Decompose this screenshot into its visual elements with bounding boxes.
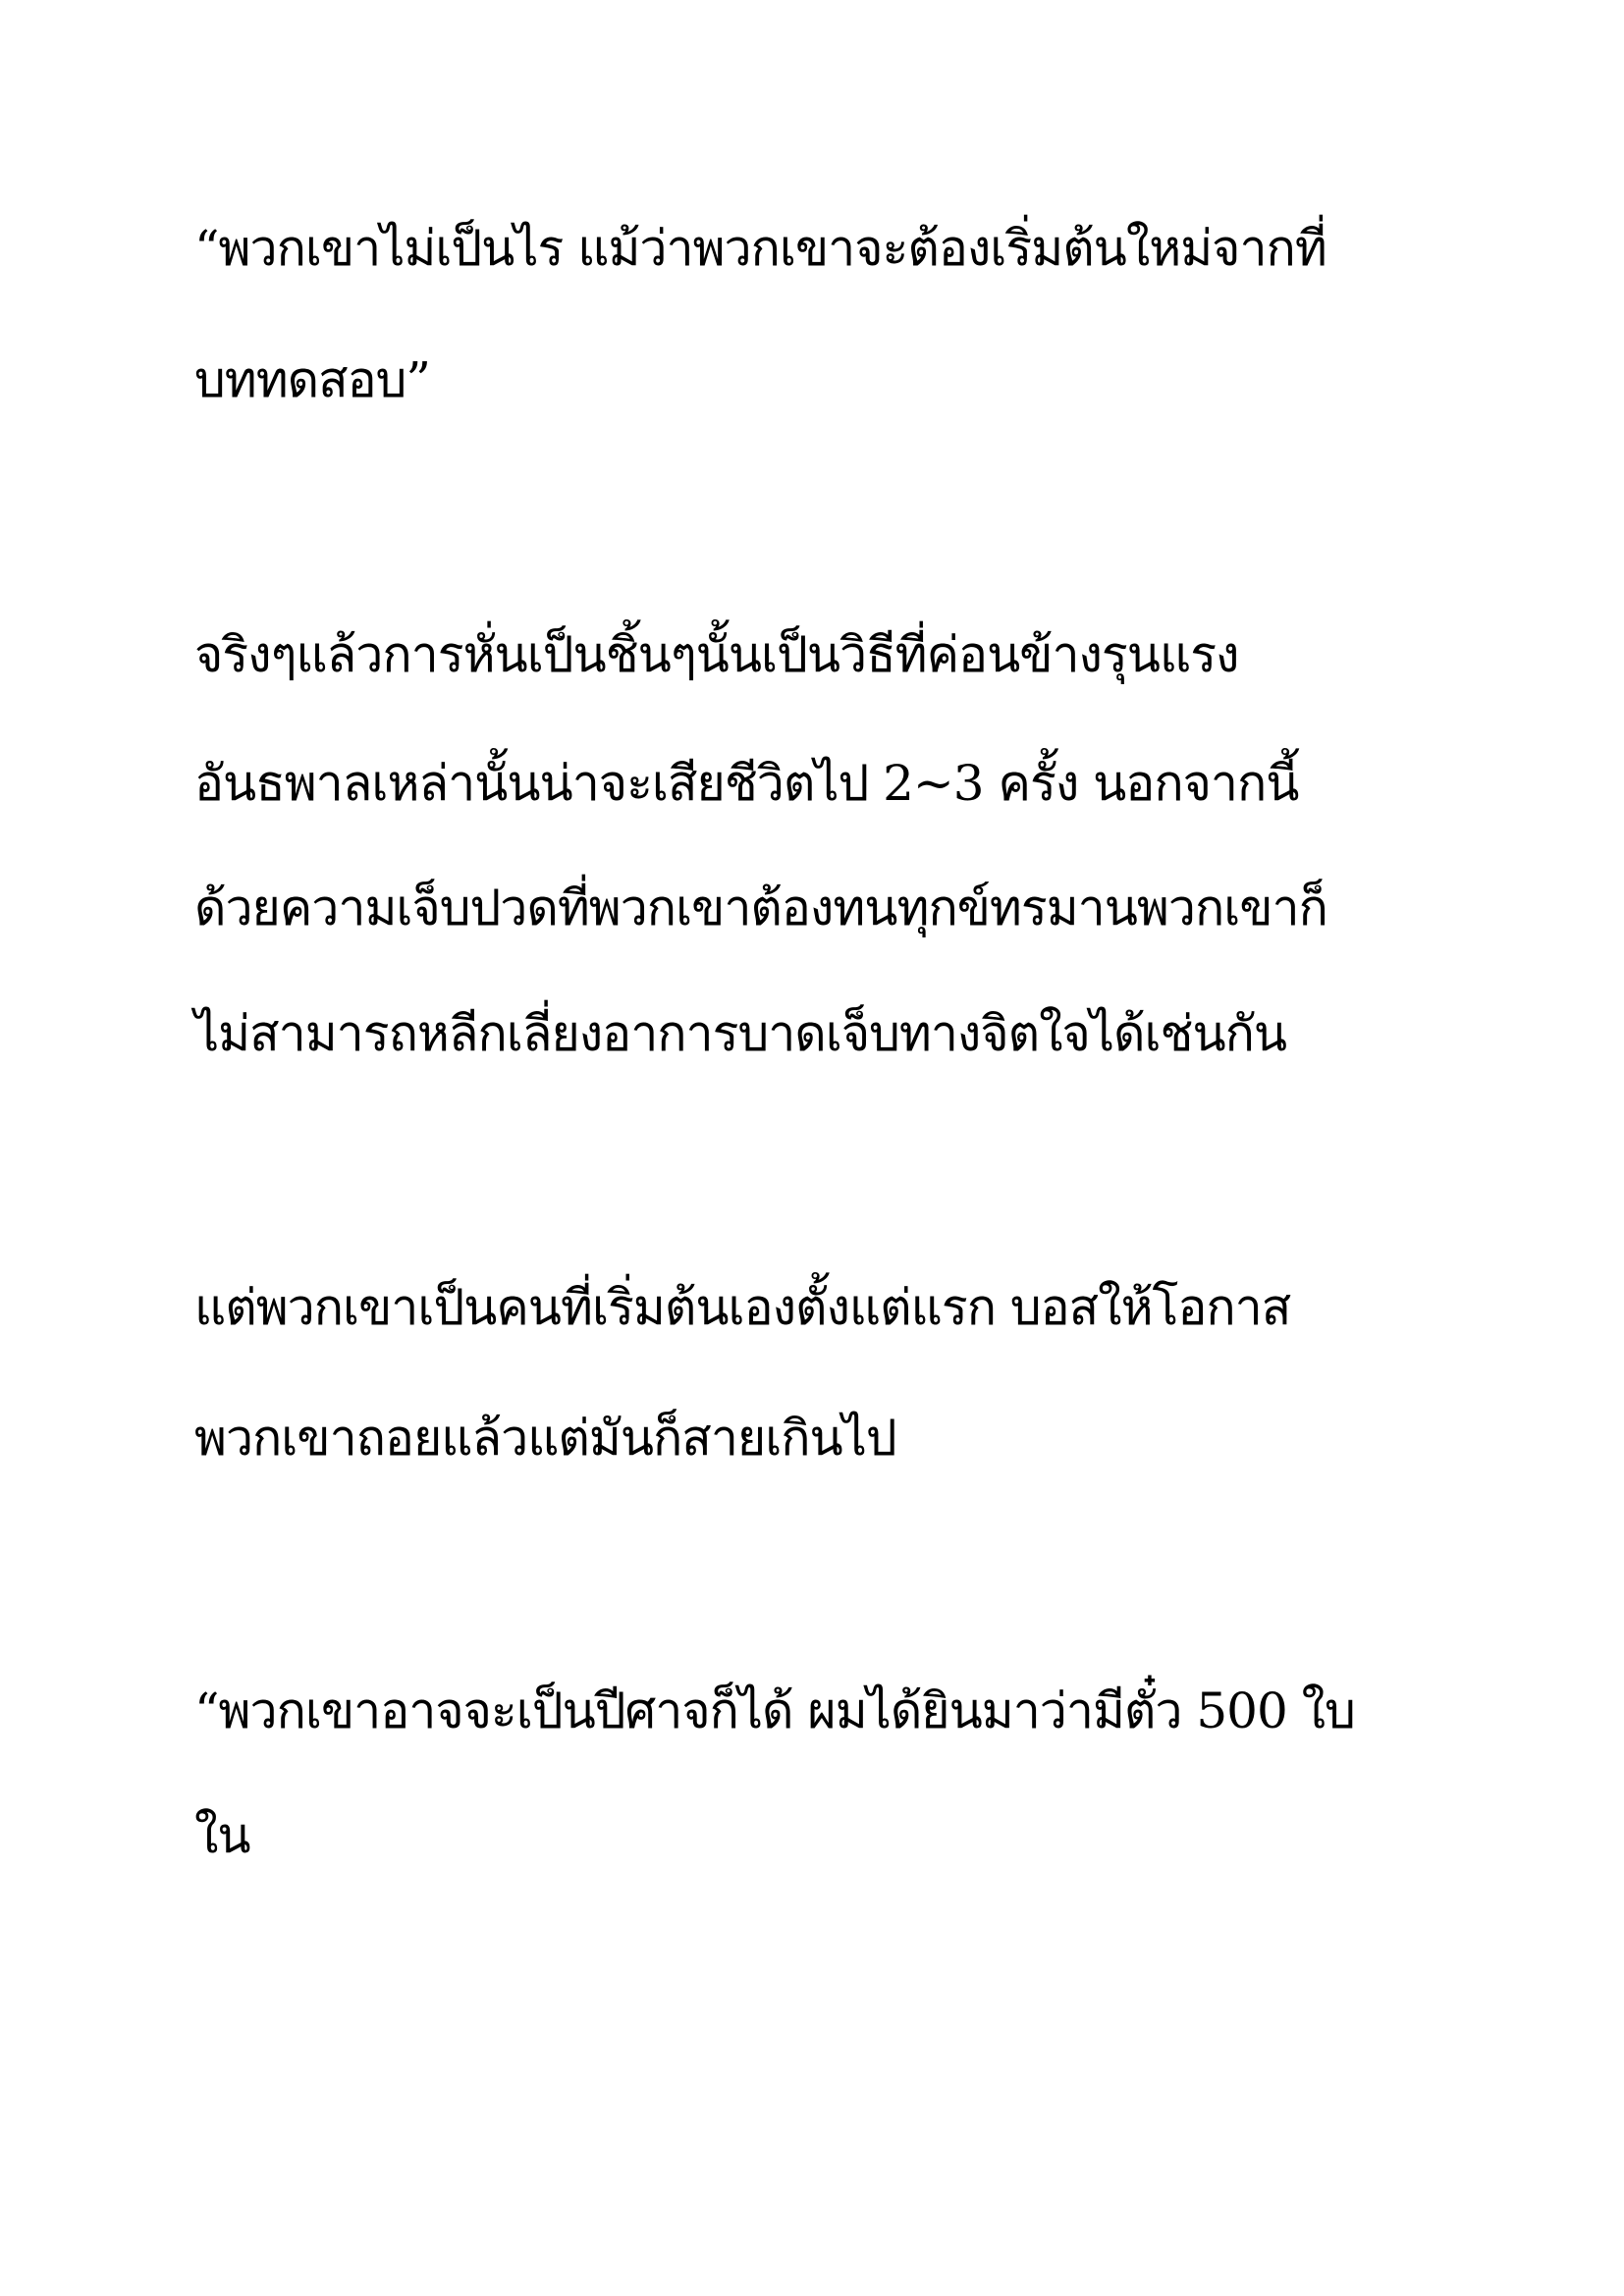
text-line: อันธพาลเหล่านั้นน่าจะเสียชีวิตไป 2~3 ครั้ง นอกจากนี้ — [194, 755, 1299, 812]
text-line: “พวกเขาอาจจะเป็นปีศาจก็ได้ ผมได้ยินมาว่ามีตั๋ว 500 ใบ — [194, 1682, 1355, 1739]
text-line: พวกเขาถอยแล้วแต่มันก็สายเกินไป — [194, 1410, 896, 1467]
text-line: ด้วยความเจ็บปวดที่พวกเขาต้องทนทุกข์ทรมานพวกเขาก็ — [194, 880, 1327, 936]
text-line: แต่พวกเขาเป็นคนที่เริ่มต้นเองตั้งแต่แรก บอสให้โอกาส — [194, 1279, 1291, 1336]
text-line: “พวกเขาไม่เป็นไร แม้ว่าพวกเขาจะต้องเริ่มต้นใหม่จากที่ — [194, 220, 1326, 277]
text-line: ใน — [194, 1807, 250, 1864]
text-line: บททดสอบ” — [194, 351, 430, 408]
text-line: จริงๆแล้วการหั่นเป็นชิ้นๆนั้นเป็นวิธีที่ค่อนข้างรุนแรง — [194, 626, 1239, 683]
text-line: ไม่สามารถหลีกเลี่ยงอาการบาดเจ็บทางจิตใจได้เช่นกัน — [194, 1005, 1287, 1062]
